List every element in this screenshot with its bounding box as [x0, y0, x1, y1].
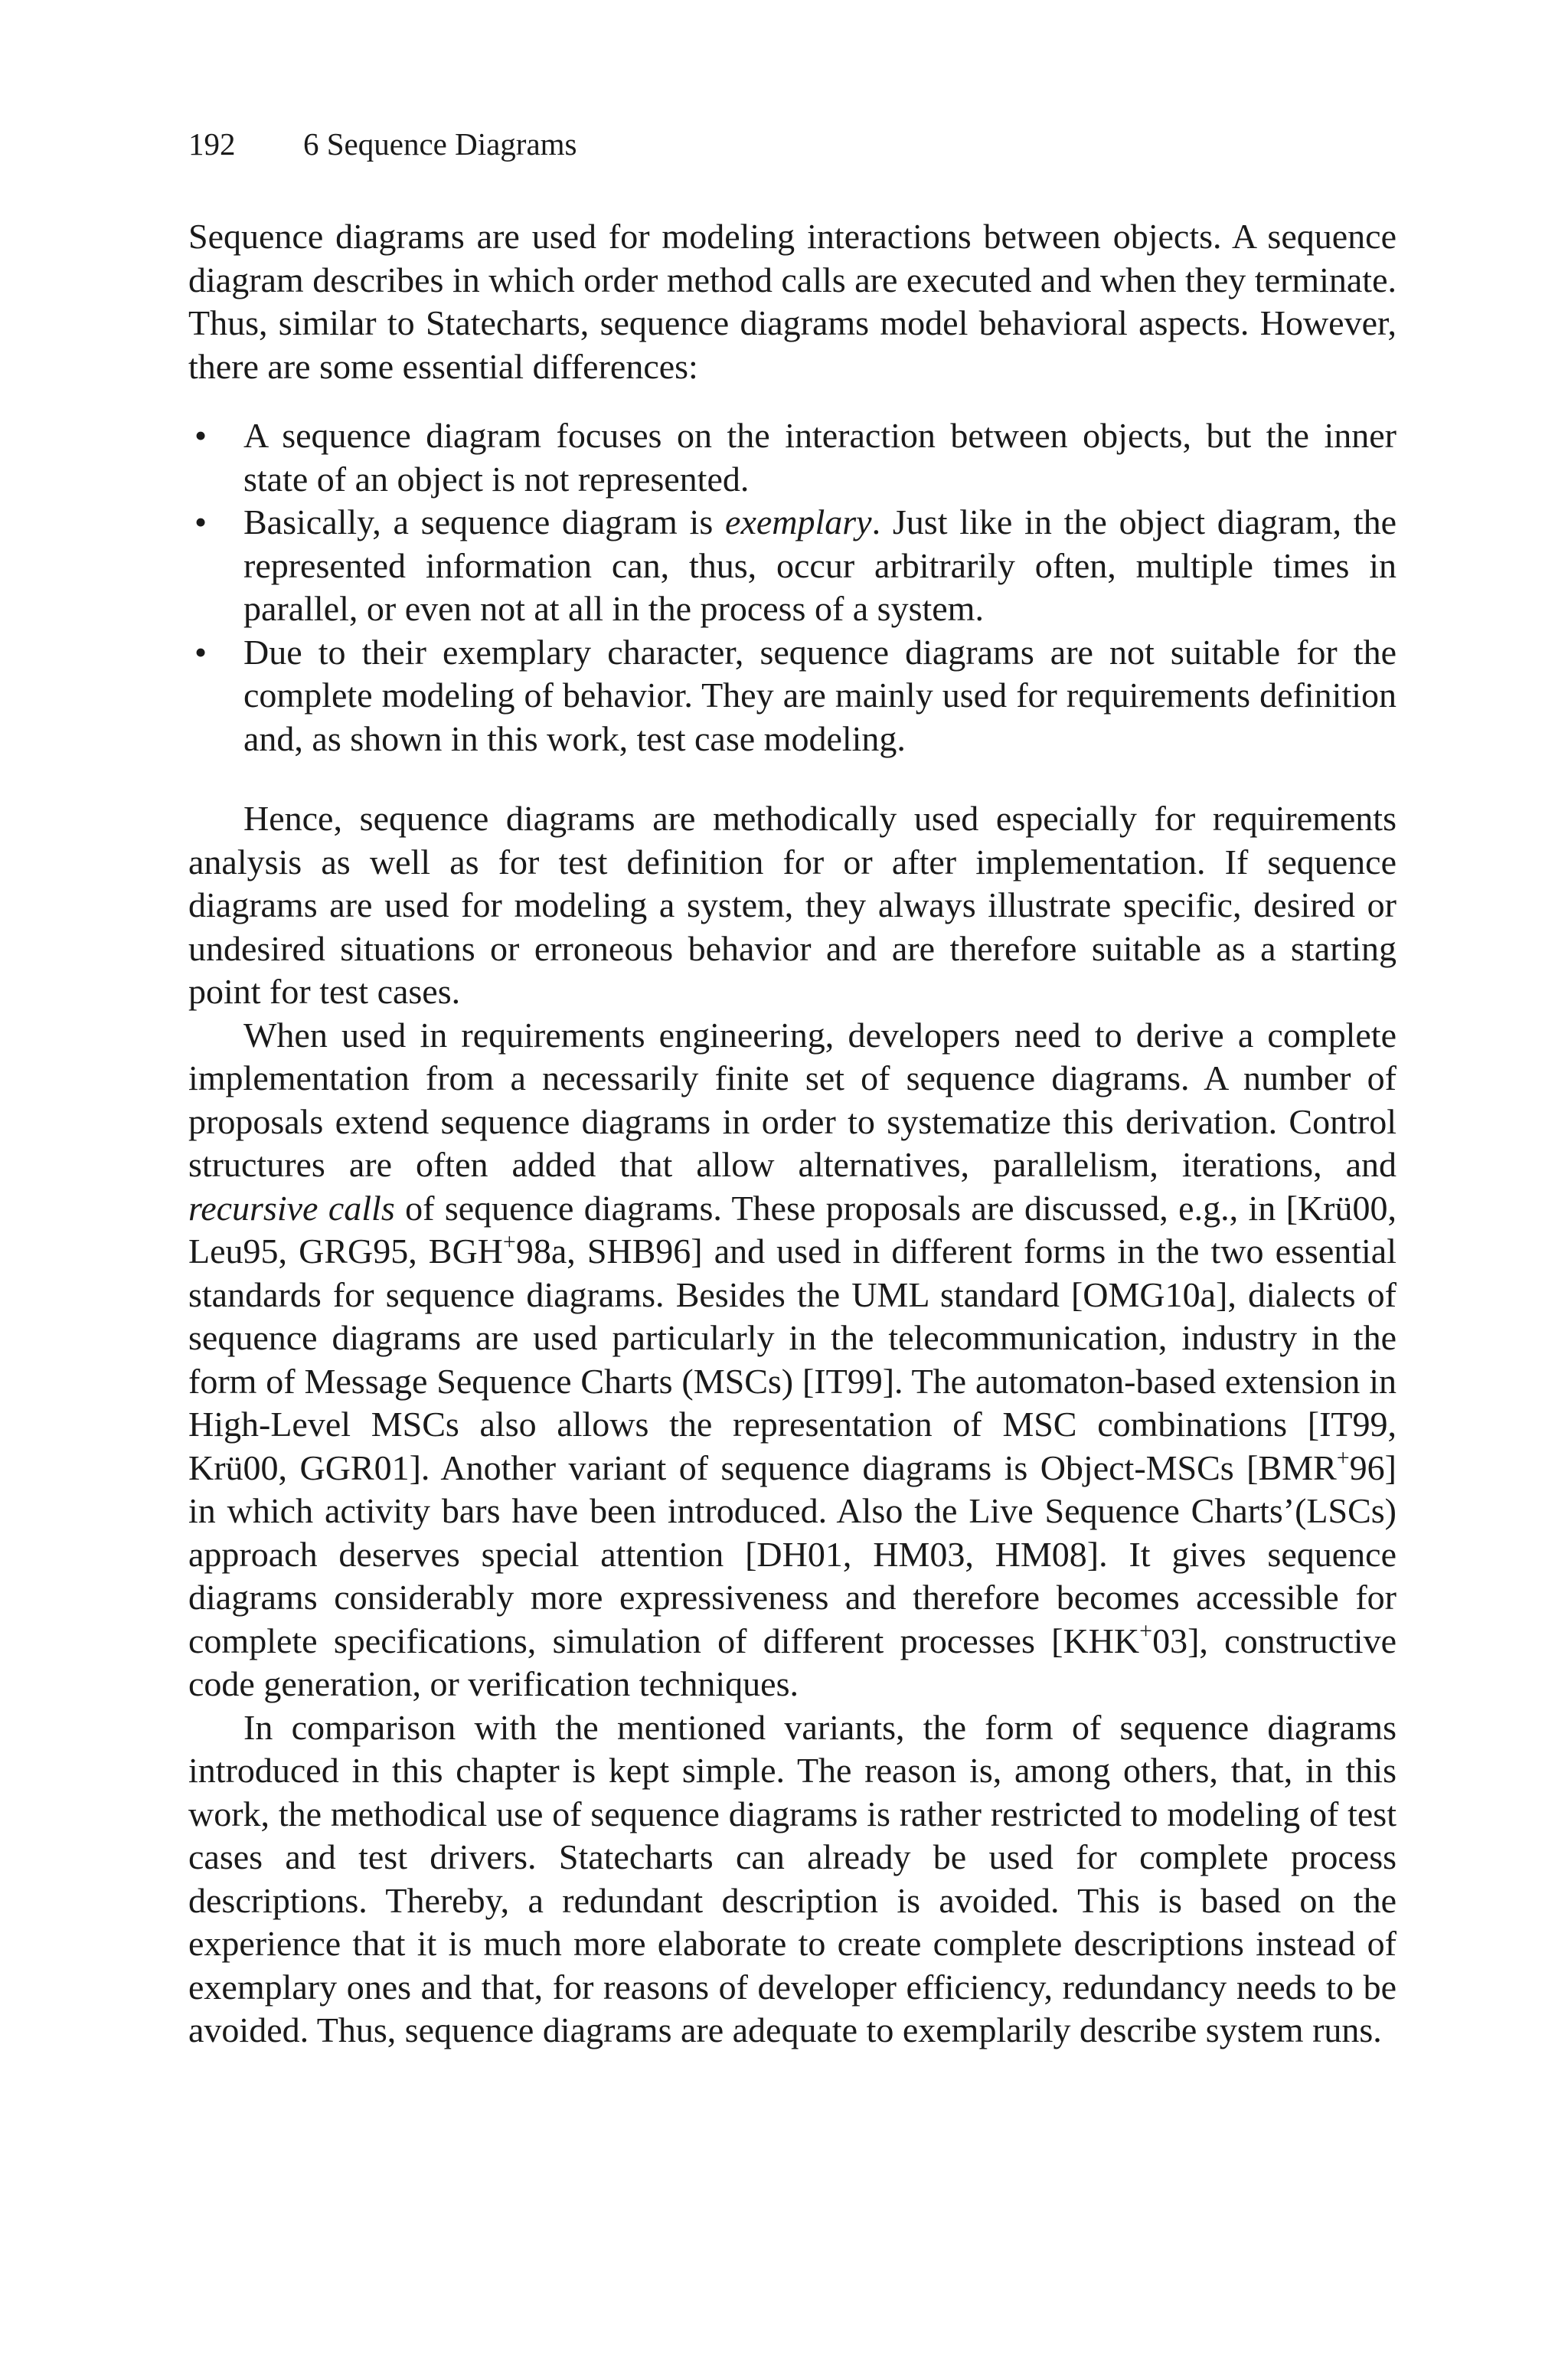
- page-number: 192: [188, 126, 236, 162]
- superscript: +: [1336, 1445, 1350, 1471]
- chapter-title: 6 Sequence Diagrams: [303, 126, 577, 162]
- bullet-icon: •: [194, 502, 207, 541]
- list-item: [188, 414, 1396, 501]
- text-run: 96] in which activity bars have been introduced. Also the Live Sequence Charts’(LSCs) approach deserves special attention [DH01, HM03, HM08]. It gives sequence diagrams considerably more expressiveness and therefore becomes accessible for complete specifications, simulation of different processes [KHK: [188, 1447, 1396, 1660]
- bullet-text: Basically, a sequence diagram is: [243, 502, 726, 541]
- body-paragraph: [188, 1014, 1396, 1706]
- body-paragraph: Hence, sequence diagrams are methodically used especially for requirements analysis as well as for test definition for or after implementation. If sequence diagrams are used for modeling a system, they always illustrate specific, desired or undesired situations or erroneous behavior and are therefore suitable as a starting point for test cases.: [188, 799, 1396, 1011]
- text-run: 98a, SHB96] and used in different forms in the two essential standards for sequence diagrams. Besides the UML standard [OMG10a], dialects of sequence diagrams are used particularly in the telecommunication, industry in the form of Message Sequence Charts (MSCs) [IT99]. The automaton-based extension in High-Level MSCs also allows the representation of MSC combinations [IT99, Krü00, GGR01]. Another variant of sequence diagrams is Object-MSCs [BMR: [188, 1232, 1396, 1487]
- bullet-text: Due to their exemplary character, sequence diagrams are not suitable for the complete modeling of behavior. They are mainly used for requirements definition and, as shown in this work, test case modeling.: [243, 632, 1396, 758]
- emphasis: exemplary: [725, 502, 872, 541]
- running-head: [188, 123, 1396, 165]
- bullet-text: . Just like in the object diagram, the represented information can, thus, occur arbitrarily often, multiple times in parallel, or even not at all in the process of a system.: [243, 502, 1396, 628]
- book-page: [188, 123, 1396, 2053]
- body-paragraph: In comparison with the mentioned variants, the form of sequence diagrams introduced in this chapter is kept simple. The reason is, among others, that, in this work, the methodical use of sequence diagrams is rather restricted to modeling of test cases and test drivers. Statecharts can already be used for complete process descriptions. Thereby, a redundant description is avoided. This is based on the experience that it is much more elaborate to create complete descriptions instead of exemplary ones and that, for reasons of developer efficiency, redundancy needs to be avoided. Thus, sequence diagrams are adequate to exemplarily describe system runs.: [188, 1707, 1396, 2049]
- emphasis: recursive calls: [188, 1188, 395, 1228]
- list-item: [188, 501, 1396, 631]
- text-run: of sequence diagrams. These proposals are discussed, e.g., in [Krü00, Leu95, GRG95, BGH: [188, 1188, 1396, 1271]
- bullet-icon: •: [194, 632, 207, 672]
- text-run: 03], constructive code generation, or verification techniques.: [188, 1621, 1396, 1703]
- bullet-icon: •: [194, 416, 207, 455]
- bullet-text: A sequence diagram focuses on the interaction between objects, but the inner state of an object is not represented.: [243, 416, 1396, 499]
- differences-list: [188, 414, 1396, 761]
- superscript: +: [1139, 1618, 1153, 1644]
- text-run: When used in requirements engineering, developers need to derive a complete implementation from a necessarily finite set of sequence diagrams. A number of proposals extend sequence diagrams in order to systematize this derivation. Control structures are often added that allow alternatives, parallelism, iterations, and: [188, 1015, 1396, 1184]
- list-item: [188, 631, 1396, 761]
- superscript: +: [502, 1228, 516, 1254]
- intro-paragraph: Sequence diagrams are used for modeling interactions between objects. A sequence diagram describes in which order method calls are executed and when they terminate. Thus, similar to Statecharts, sequence diagrams model behavioral aspects. However, there are some essential differences:: [188, 217, 1396, 386]
